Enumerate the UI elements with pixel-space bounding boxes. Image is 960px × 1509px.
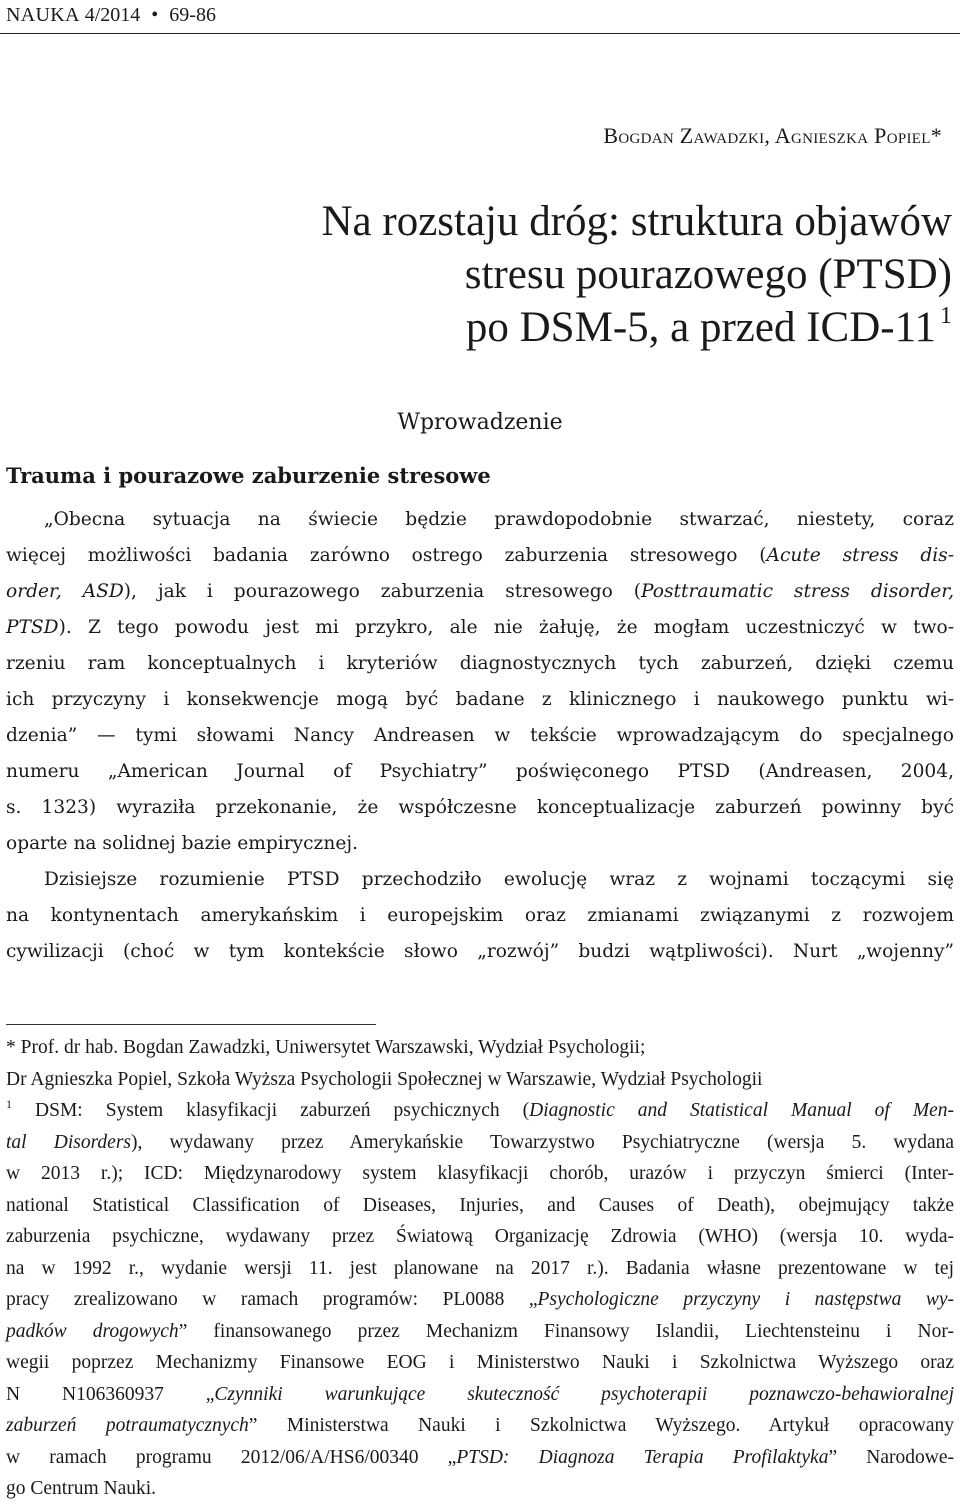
body-line: „Obecna sytuacja na świecie będzie prawdopodobnie stwarzać, niestety, coraz: [44, 509, 954, 530]
footnote-line: go Centrum Nauki.: [6, 1478, 157, 1499]
footnote-line: padków drogowych” finansowanego przez Mechanizm Finansowy Islandii, Liechtensteinu i Nor-: [6, 1320, 954, 1342]
page-range: 69-86: [169, 4, 216, 26]
footnote-mark: 1: [6, 1097, 12, 1111]
title-line-2: stresu pourazowego (PTSD): [464, 251, 952, 298]
body-line: na kontynentach amerykańskim i europejskim oraz zmianami związanymi z rozwojem: [6, 905, 954, 926]
footnote-line: Dr Agnieszka Popiel, Szkoła Wyższa Psychologii Społecznej w Warszawie, Wydział Psychologii: [6, 1068, 763, 1090]
subsection-heading: Trauma i pourazowe zaburzenie stresowe: [6, 463, 491, 488]
section-heading: Wprowadzenie: [397, 410, 563, 435]
header-bullet: •: [151, 4, 159, 26]
body-line: Dzisiejsze rozumienie PTSD przechodziło ewolucję wraz z wojnami toczącymi się: [44, 869, 954, 890]
title-line-1: Na rozstaju dróg: struktura objawów: [321, 198, 952, 245]
footnote-line: wegii poprzez Mechanizmy Finansowe EOG i Ministerstwo Nauki i Szkolnictwa Wyższego oraz: [6, 1352, 954, 1373]
footnote-rule: [6, 1024, 376, 1025]
issue-number: 4/2014: [84, 4, 141, 26]
body-line: ich przyczyny i konsekwencje mogą być badane z klinicznego i naukowego punktu wi-: [6, 689, 954, 710]
footnote-line: tal Disorders), wydawany przez Amerykańskie Towarzystwo Psychiatryczne (wersja 5. wydana: [6, 1131, 955, 1153]
body-line: więcej możliwości badania zarówno ostrego zaburzenia stresowego (Acute stress dis-: [6, 545, 954, 566]
article-title: [52, 195, 952, 354]
footnote-line: w 2013 r.); ICD: Międzynarodowy system klasyfikacji chorób, urazów i przyczyn śmierci (Inter-: [6, 1163, 954, 1184]
body-line: rzeniu ram konceptualnych i kryteriów diagnostycznych tych zaburzeń, dzięki czemu: [6, 653, 954, 674]
footnote-line: zaburzeń potraumatycznych” Ministerstwa Nauki i Szkolnictwa Wyższego. Artykuł opracowany: [6, 1415, 954, 1436]
footnote-line: $^1$ DSM: System klasyfikacji zaburzeń psychicznych (Diagnostic and Statistical Manual of Men-: [6, 1097, 954, 1121]
body-line: numeru „American Journal of Psychiatry” poświęconego PTSD (Andreasen, 2004,: [6, 761, 954, 782]
body-line: cywilizacji (choć w tym kontekście słowo „rozwój” budzi wątpliwości). Nurt „wojenny”: [6, 941, 954, 962]
footnote-line: zaburzenia psychiczne, wydawany przez Światową Organizację Zdrowia (WHO) (wersja 10. wyda-: [6, 1226, 954, 1247]
footnote-line: * Prof. dr hab. Bogdan Zawadzki, Uniwersytet Warszawski, Wydział Psychologii;: [6, 1037, 646, 1058]
header-rule: [0, 33, 960, 34]
footnote-line: na w 1992 r., wydanie wersji 11. jest planowane na 2017 r.). Badania własne prezentowane w tej: [6, 1257, 954, 1279]
body-line: oparte na solidnej bazie empirycznej.: [6, 833, 359, 854]
footnote-line: national Statistical Classification of Diseases, Injuries, and Causes of Death), obejmujący także: [6, 1194, 954, 1216]
title-line-3-text: po DSM-5, a przed ICD-11: [465, 304, 936, 351]
footnote-line: pracy zrealizowano w ramach programów: PL0088 „Psychologiczne przyczyny i następstwa wy-: [6, 1289, 954, 1310]
body-line: dzenia” — tymi słowami Nancy Andreasen w tekście wprowadzającym do specjalnego: [6, 725, 954, 746]
title-line-3: [52, 301, 952, 354]
authors: Bogdan Zawadzki, Agnieszka Popiel*: [603, 123, 942, 148]
journal-name: NAUKA: [6, 4, 80, 26]
title-footnote-mark[interactable]: 1: [940, 303, 952, 329]
running-header: [6, 2, 954, 28]
body-line: PTSD). Z tego powodu jest mi przykro, ale nie żałuję, że mogłam uczestniczyć w two-: [6, 617, 954, 638]
footnote-line: w ramach programu 2012/06/A/HS6/00340 „PTSD: Diagnoza Terapia Profilaktyka” Narodowe-: [6, 1446, 955, 1468]
body-line: order, ASD), jak i pourazowego zaburzenia stresowego (Posttraumatic stress disorder,: [6, 581, 954, 602]
body-line: s. 1323) wyraziła przekonanie, że współczesne konceptualizacje zaburzeń powinny być: [6, 797, 954, 818]
footnote-line: N N106360937 „Czynniki warunkujące skuteczność psychoterapii poznawczo-behawioralnej: [6, 1383, 954, 1405]
